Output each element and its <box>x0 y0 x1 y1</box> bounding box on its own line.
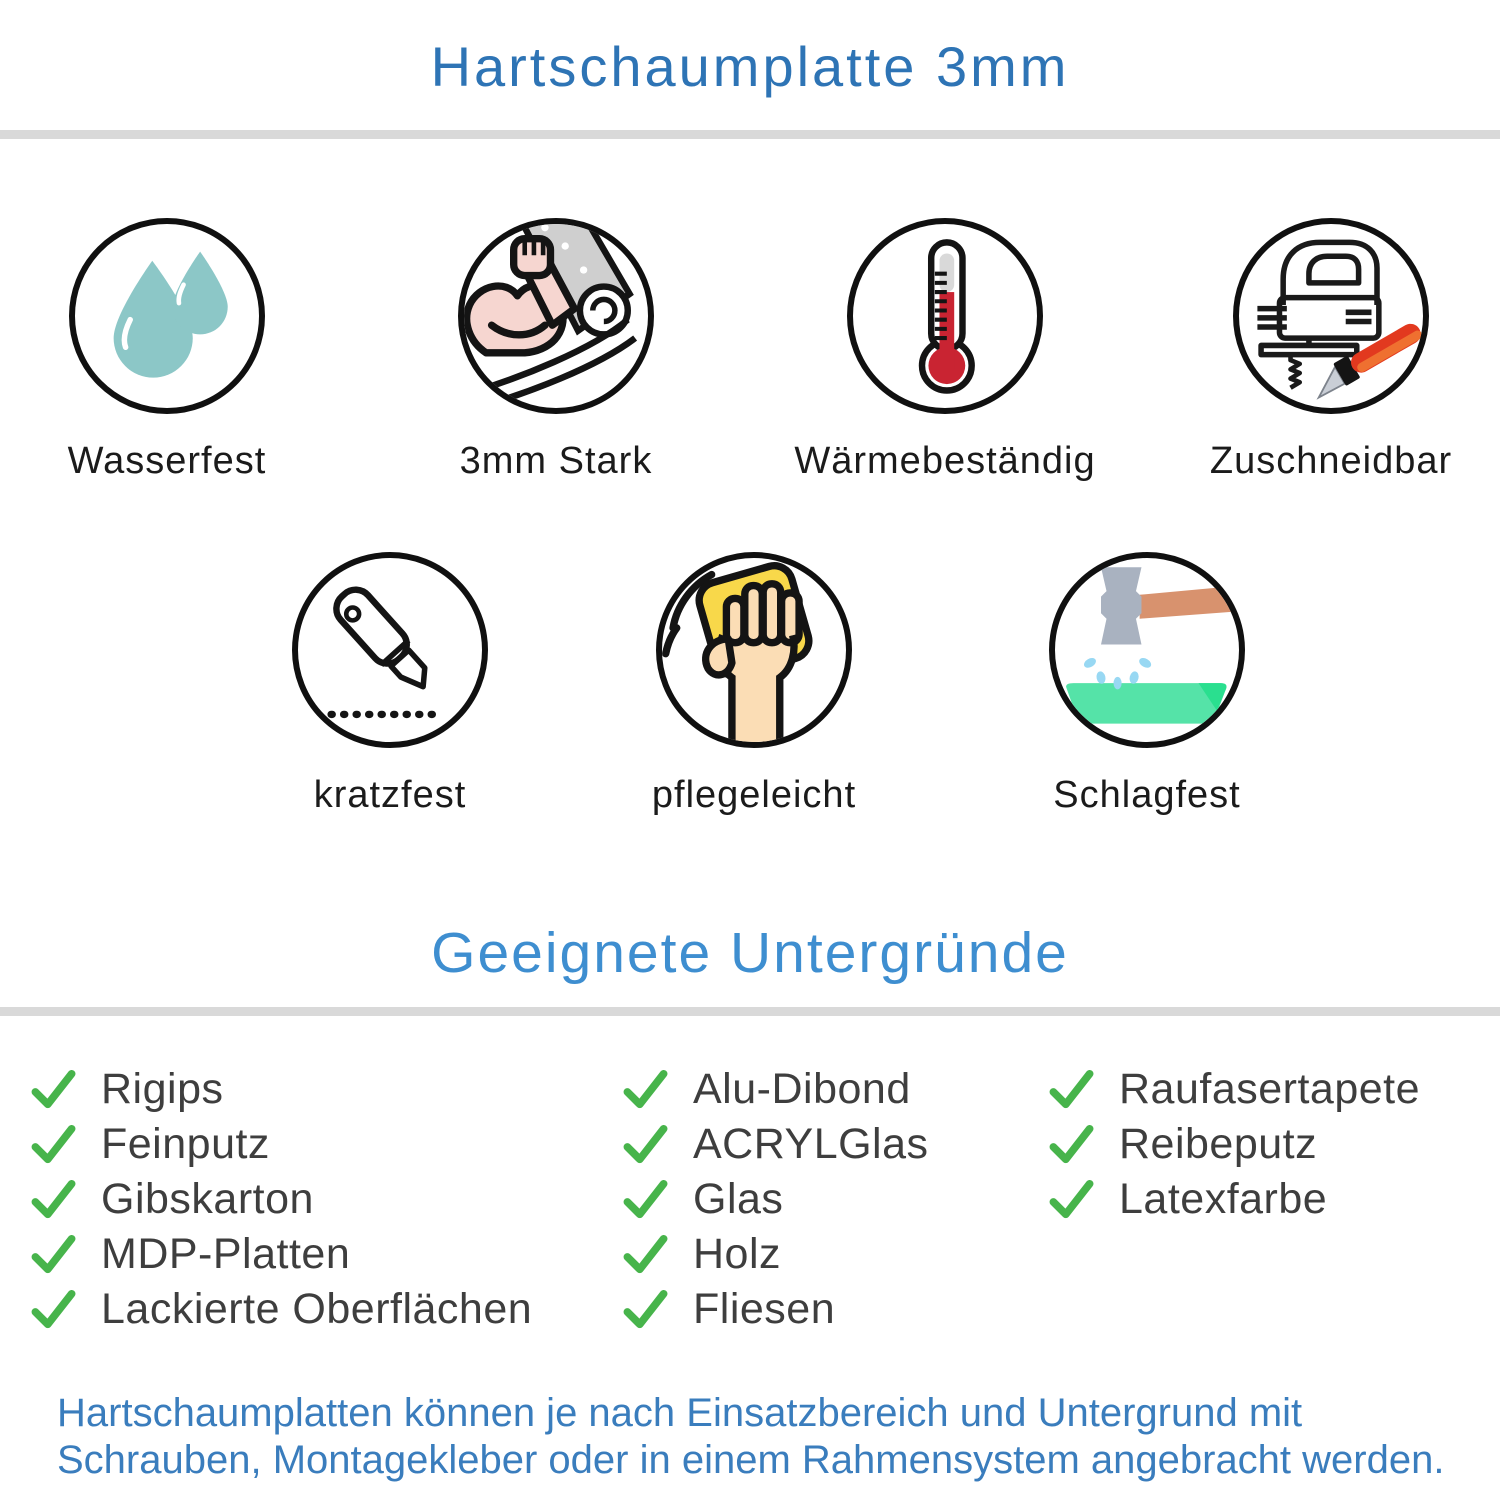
substrate-item <box>30 1062 532 1117</box>
check-icon <box>622 1069 669 1111</box>
section-title: Geeignete Untergründe <box>431 921 1069 985</box>
feature-label: Wasserfest <box>67 440 267 482</box>
check-icon <box>622 1179 669 1221</box>
substrate-item <box>30 1227 532 1282</box>
substrate-label: Latexfarbe <box>1119 1175 1328 1223</box>
substrate-item <box>622 1227 929 1282</box>
feature-zuschneidbar <box>1201 218 1461 483</box>
substrate-item <box>30 1282 532 1337</box>
footer-line: Schrauben, Montagekleber oder in einem Rahmensystem angebracht werden. <box>57 1438 1445 1482</box>
feature-label: kratzfest <box>313 774 467 816</box>
substrate-label: Reibeputz <box>1119 1120 1318 1168</box>
substrate-item <box>30 1172 532 1227</box>
substrate-label: Alu-Dibond <box>693 1065 911 1113</box>
feature-pflegeleicht <box>624 552 884 817</box>
feature-schlagfest <box>1017 552 1277 817</box>
substrate-column-1 <box>30 1062 532 1337</box>
substrate-label: Rigips <box>101 1065 224 1113</box>
substrate-item <box>622 1062 929 1117</box>
substrate-label: Fliesen <box>693 1285 836 1333</box>
feature-wasserfest <box>37 218 297 483</box>
muscle-arm-icon <box>458 218 654 414</box>
substrate-item <box>622 1172 929 1227</box>
substrate-item <box>622 1282 929 1337</box>
check-icon <box>1048 1069 1095 1111</box>
substrate-label: Holz <box>693 1230 782 1278</box>
feature-kratzfest <box>260 552 520 817</box>
substrate-item <box>1048 1172 1420 1227</box>
divider <box>0 130 1500 139</box>
utility-knife-icon <box>292 552 488 748</box>
thermometer-icon <box>847 218 1043 414</box>
water-drops-icon <box>69 218 265 414</box>
substrate-label: Lackierte Oberflächen <box>101 1285 533 1333</box>
check-icon <box>622 1124 669 1166</box>
substrate-item <box>1048 1117 1420 1172</box>
check-icon <box>622 1289 669 1331</box>
feature-3mm-stark <box>426 218 686 483</box>
feature-label: Schlagfest <box>1053 774 1241 816</box>
divider <box>0 1007 1500 1016</box>
check-icon <box>30 1289 77 1331</box>
substrate-item <box>1048 1062 1420 1117</box>
substrate-label: Raufasertapete <box>1119 1065 1421 1113</box>
substrate-item <box>30 1117 532 1172</box>
feature-label: Wärmebeständig <box>794 440 1096 482</box>
substrate-item <box>622 1117 929 1172</box>
feature-waermebestaendig <box>794 218 1096 483</box>
feature-label: Zuschneidbar <box>1209 440 1453 482</box>
substrate-column-3 <box>1048 1062 1420 1227</box>
check-icon <box>30 1069 77 1111</box>
check-icon <box>30 1124 77 1166</box>
footer-note <box>57 1390 1444 1484</box>
check-icon <box>622 1234 669 1276</box>
check-icon <box>1048 1179 1095 1221</box>
hammer-icon <box>1049 552 1245 748</box>
feature-label: pflegeleicht <box>651 774 857 816</box>
footer-line: Hartschaumplatten können je nach Einsatzbereich und Untergrund mit <box>57 1391 1303 1435</box>
substrate-column-2 <box>622 1062 929 1337</box>
check-icon <box>1048 1124 1095 1166</box>
jigsaw-icon <box>1233 218 1429 414</box>
substrate-label: ACRYLGlas <box>693 1120 929 1168</box>
check-icon <box>30 1234 77 1276</box>
substrate-label: Feinputz <box>101 1120 270 1168</box>
check-icon <box>30 1179 77 1221</box>
substrate-label: Gibskarton <box>101 1175 314 1223</box>
substrate-label: MDP-Platten <box>101 1230 351 1278</box>
cleaning-hand-icon <box>656 552 852 748</box>
substrate-label: Glas <box>693 1175 784 1223</box>
page-title: Hartschaumplatte 3mm <box>430 35 1070 98</box>
feature-label: 3mm Stark <box>459 440 653 482</box>
